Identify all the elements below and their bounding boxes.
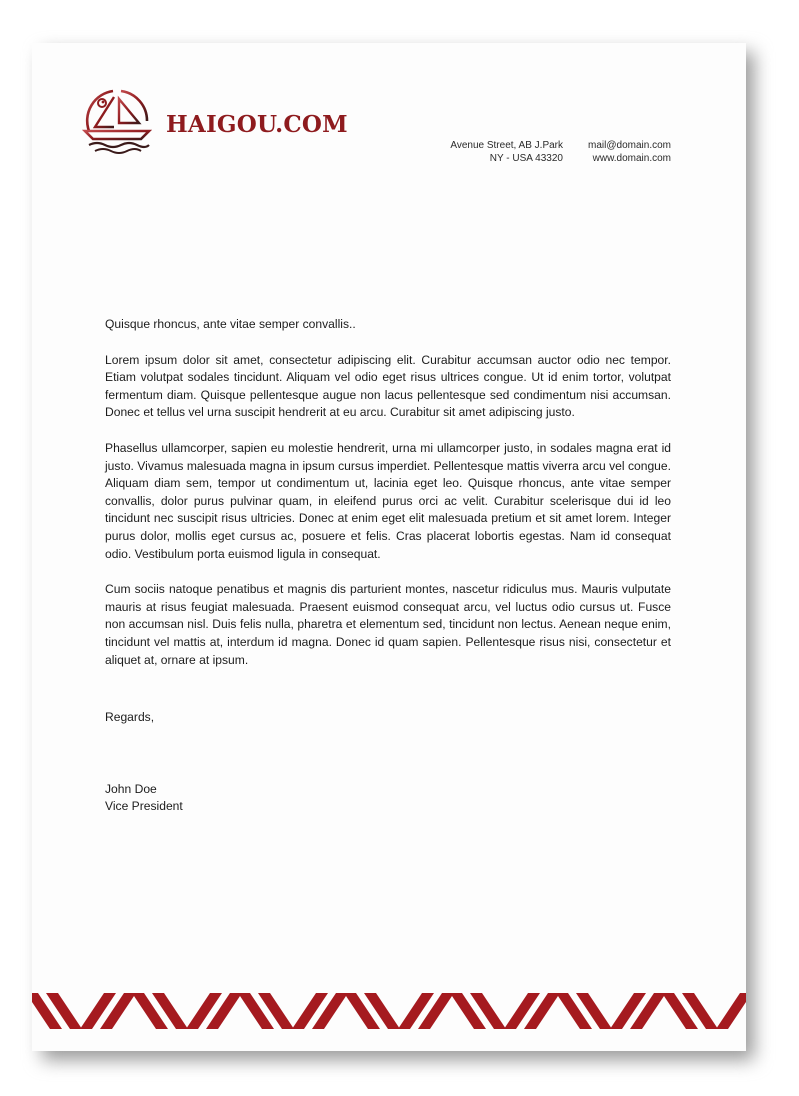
letterhead-page <box>32 43 746 1051</box>
sailboat-globe-icon <box>79 83 155 159</box>
signer-name: John Doe <box>105 781 157 796</box>
signer-title: Vice President <box>105 799 183 814</box>
signature-block <box>105 781 671 816</box>
closing: Regards, <box>105 710 155 725</box>
chevron-stripe-pattern <box>32 993 746 1033</box>
address-block <box>412 139 563 165</box>
address-line-1: Avenue Street, AB J.Park <box>450 140 563 151</box>
brand-name: HAIGOU.COM <box>166 111 348 138</box>
website-text: www.domain.com <box>592 153 671 164</box>
letter-body <box>105 316 671 816</box>
paragraph-2: Phasellus ullamcorper, sapien eu molestie hendrerit, urna mi ullamcorper justo, in sodales magna erat id justo. Vivamus malesuada magna in ipsum cursus imperdiet. Pellentesque mattis viverra arcu vel congue. Aliquam diam sem, tempor ut condimentum ut, lacinia eget leo. Quisque rhoncus, ante vitae semper convallis, dolor purus pulvinar quam, in eleifend purus orci ac velit. Curabitur scelerisque dui id leo tincidunt nec suscipit risus ultricies. Donec at enim eget elit malesuada pretium et sit amet lorem. Integer purus dolor, mollis eget cursus ac, posuere et felis. Cras placerat lobortis egestas. Nam id consequat odio. Vestibulum porta euismod ligula in consequat. <box>105 440 671 561</box>
address-line-2: NY - USA 43320 <box>489 153 563 164</box>
email-text: mail@domain.com <box>588 140 671 151</box>
salutation: Quisque rhoncus, ante vitae semper convallis.. <box>105 317 356 331</box>
contact-block <box>570 139 671 165</box>
paragraph-3: Cum sociis natoque penatibus et magnis dis parturient montes, nascetur ridiculus mus. Mauris vulputate mauris at risus feugiat malesuada. Praesent euismod consequat arcu, vel luctus odio cursus ut. Fusce non accumsan nisl. Duis felis nulla, pharetra et elementum sed, tincidunt non lectus. Aenean neque enim, tincidunt vel mattis at, interdum id magna. Donec id quam sapien. Pellentesque risus nisi, consectetur et aliquet at, ornare at ipsum. <box>105 582 671 667</box>
paragraph-1: Lorem ipsum dolor sit amet, consectetur adipiscing elit. Curabitur accumsan auctor odio nec tempor. Etiam volutpat sodales tincidunt. Aliquam vel odio eget risus ultrices congue. Ut id enim tortor, volutpat fermentum diam. Quisque pellentesque augue non lacus pellentesque sed condimentum nisi accumsan. Donec et tellus vel urna suscipit hendrerit at eu arcu. Curabitur sit amet adipiscing justo. <box>105 352 671 420</box>
